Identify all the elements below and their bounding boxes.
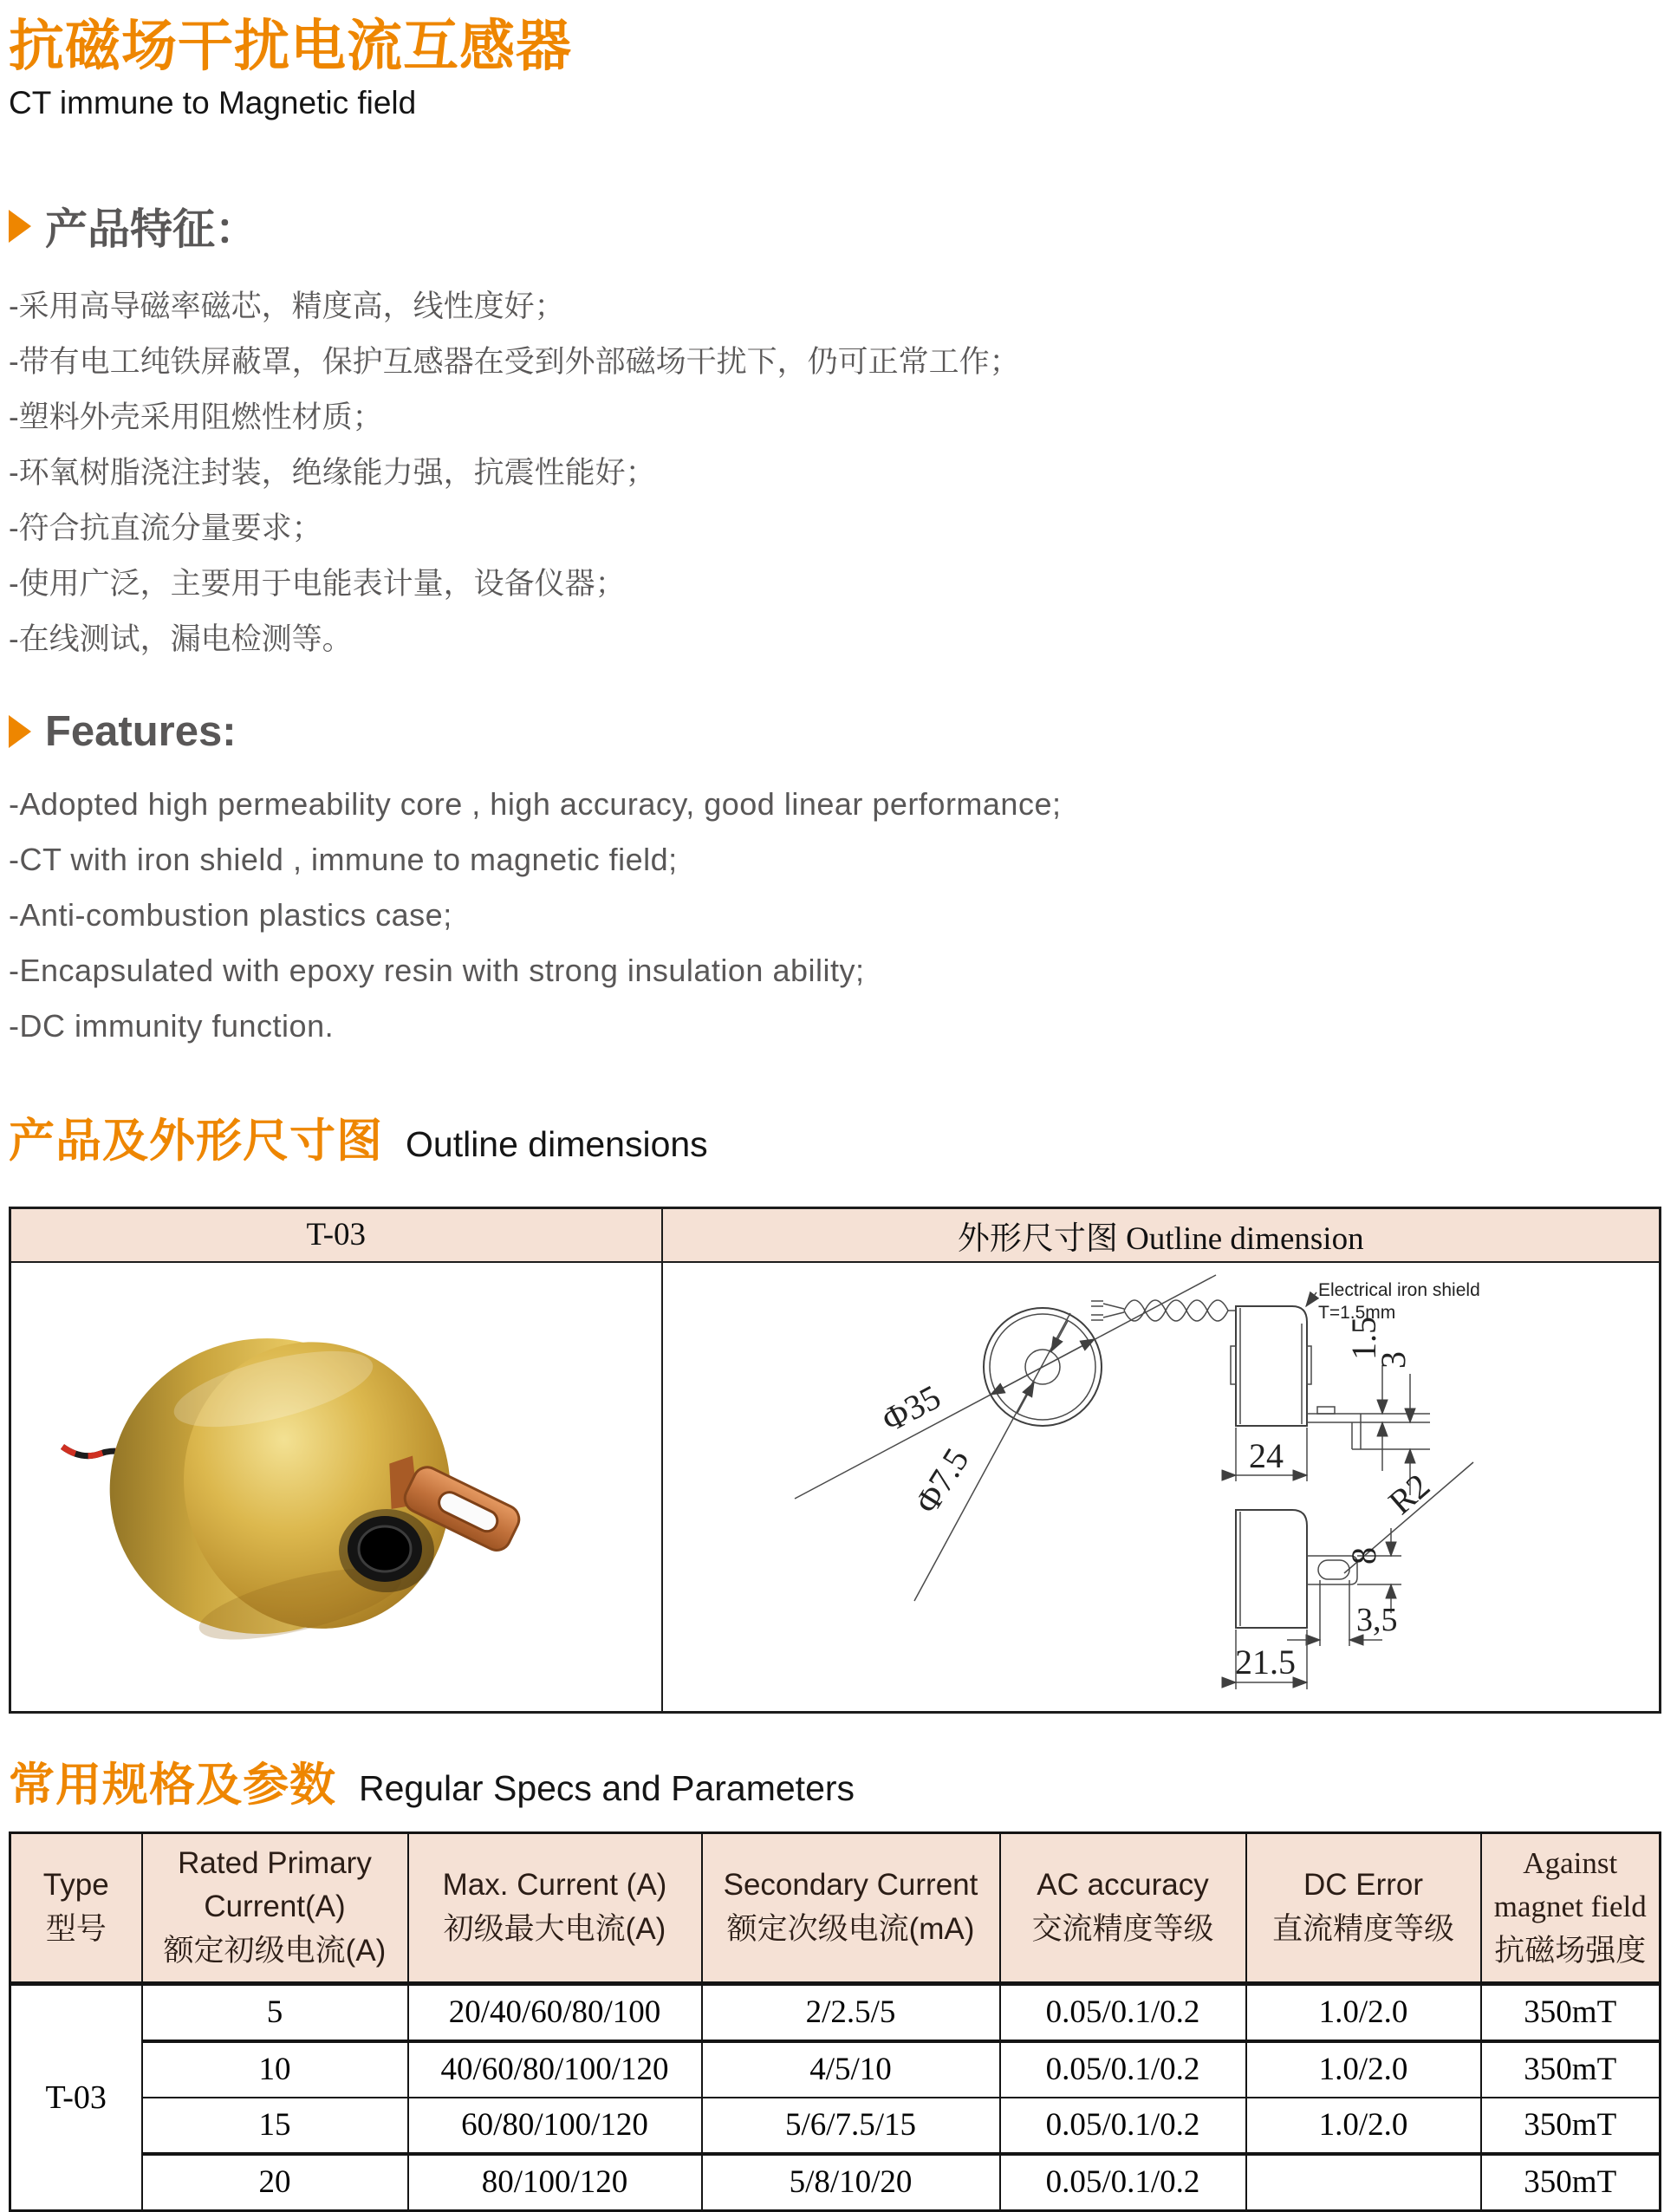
cell-ac-accuracy: 0.05/0.1/0.2	[1000, 2154, 1246, 2211]
dim-inner-diameter: Φ7.5	[907, 1441, 977, 1520]
list-item: -Anti-combustion plastics case;	[9, 896, 452, 933]
header-against-magnet-field: Against magnet field 抗磁场强度	[1481, 1832, 1661, 1983]
specs-header-row	[10, 1832, 1661, 1983]
dim-21-5: 21.5	[1235, 1642, 1297, 1682]
type-value: T-03	[10, 1983, 142, 2210]
cell-ac-accuracy: 0.05/0.1/0.2	[1000, 2041, 1246, 2098]
header-type: Type 型号	[10, 1832, 142, 1983]
product-photo-cell	[10, 1262, 662, 1713]
dim-3: 3	[1374, 1350, 1414, 1369]
feature-list-en	[9, 777, 1657, 1054]
header-max-current: Max. Current (A) 初级最大电流(A)	[408, 1832, 702, 1983]
header-dc-error: DC Error 直流精度等级	[1246, 1832, 1481, 1983]
section-heading: 产品特征：	[45, 205, 258, 253]
spec-row	[10, 2098, 1661, 2154]
side-view-bottom	[1235, 1462, 1473, 1689]
cell-ac-accuracy: 0.05/0.1/0.2	[1000, 2098, 1246, 2154]
cell-dc-error: 1.0/2.0	[1246, 2041, 1481, 2098]
section-features-en	[9, 707, 1657, 756]
product-photo	[12, 1263, 660, 1707]
spec-row	[10, 2041, 1661, 2098]
cell-against-field: 350mT	[1481, 1983, 1661, 2041]
list-item: -环氧树脂浇注封装，绝缘能力强，抗震性能好；	[9, 455, 656, 490]
outline-drawing-cell	[662, 1262, 1661, 1713]
list-item: -DC immunity function.	[9, 1007, 335, 1044]
list-item: -Adopted high permeability core , high accuracy, good linear performance;	[9, 785, 1062, 822]
list-item: -塑料外壳采用阻燃性材质；	[9, 400, 383, 434]
feature-list-cn	[9, 279, 1657, 667]
side-view-top	[1231, 1280, 1480, 1495]
outline-header-row	[10, 1207, 1661, 1262]
cell-secondary-current: 5/8/10/20	[702, 2154, 1000, 2211]
dim-1-5: 1.5	[1344, 1316, 1384, 1360]
section-heading-en: Regular Specs and Parameters	[359, 1767, 855, 1808]
cell-dc-error: 1.0/2.0	[1246, 1983, 1481, 2041]
triangle-bullet-icon	[9, 715, 31, 748]
cell-against-field: 350mT	[1481, 2041, 1661, 2098]
header-secondary-current: Secondary Current 额定次级电流(mA)	[702, 1832, 1000, 1983]
list-item: -CT with iron shield , immune to magnetic field;	[9, 841, 678, 877]
cell-rated-primary: 5	[142, 1983, 408, 2041]
list-item: -使用广泛，主要用于电能表计量，设备仪器；	[9, 566, 626, 601]
section-heading-en: Outline dimensions	[406, 1123, 708, 1164]
shield-note-line2: T=1.5mm	[1318, 1302, 1396, 1323]
spec-row	[10, 2154, 1661, 2211]
center-hole	[339, 1509, 434, 1592]
cell-rated-primary: 10	[142, 2041, 408, 2098]
outline-body-row	[10, 1262, 1661, 1713]
cell-max-current: 60/80/100/120	[408, 2098, 702, 2154]
list-item: -带有电工纯铁屏蔽罩，保护互感器在受到外部磁场干扰下，仍可正常工作；	[9, 344, 1020, 379]
cell-dc-error: 1.0/2.0	[1246, 2098, 1481, 2154]
cell-max-current: 20/40/60/80/100	[408, 1983, 702, 2041]
cell-max-current: 80/100/120	[408, 2154, 702, 2211]
dim-8: 8	[1344, 1546, 1384, 1565]
cell-secondary-current: 2/2.5/5	[702, 1983, 1000, 2041]
cell-dc-error	[1246, 2154, 1481, 2211]
page-subtitle: CT immune to Magnetic field	[9, 84, 417, 120]
list-item: -采用高导磁率磁芯，精度高，线性度好；	[9, 289, 565, 323]
cell-secondary-current: 4/5/10	[702, 2041, 1000, 2098]
page-title: 抗磁场干扰电流互感器	[9, 15, 572, 77]
triangle-bullet-icon	[9, 210, 31, 243]
section-heading-cn: 产品及外形尺寸图	[9, 1115, 383, 1167]
list-item: -在线测试，漏电检测等。	[9, 621, 353, 656]
cell-rated-primary: 15	[142, 2098, 408, 2154]
cell-rated-primary: 20	[142, 2154, 408, 2211]
spec-row	[10, 1983, 1661, 2041]
outline-table	[9, 1207, 1661, 1714]
section-outline-dimensions	[9, 1104, 1657, 1170]
cell-max-current: 40/60/80/100/120	[408, 2041, 702, 2098]
header-rated-primary-current: Rated Primary Current(A) 额定初级电流(A)	[142, 1832, 408, 1983]
cell-secondary-current: 5/6/7.5/15	[702, 2098, 1000, 2154]
specs-table	[9, 1831, 1661, 2212]
list-item: -符合抗直流分量要求；	[9, 511, 322, 545]
shield-note-line1: Electrical iron shield	[1318, 1279, 1480, 1300]
dim-outer-diameter: Φ35	[875, 1376, 947, 1440]
list-item: -Encapsulated with epoxy resin with strong insulation ability;	[9, 952, 865, 988]
cell-against-field: 350mT	[1481, 2098, 1661, 2154]
dim-24: 24	[1249, 1435, 1284, 1475]
header-ac-accuracy: AC accuracy 交流精度等级	[1000, 1832, 1246, 1983]
section-heading: Features:	[45, 707, 237, 755]
outline-drawing	[663, 1263, 1658, 1707]
front-view	[795, 1275, 1216, 1601]
dim-r2: R2	[1381, 1465, 1438, 1522]
dim-3-5: 3,5	[1356, 1601, 1398, 1638]
cell-ac-accuracy: 0.05/0.1/0.2	[1000, 1983, 1246, 2041]
outline-type-header: T-03	[10, 1207, 662, 1262]
section-product-features	[9, 196, 1657, 257]
cell-against-field: 350mT	[1481, 2154, 1661, 2211]
section-heading-cn: 常用规格及参数	[9, 1759, 336, 1811]
section-regular-specs	[9, 1748, 1657, 1814]
outline-dimension-header: 外形尺寸图 Outline dimension	[662, 1207, 1661, 1262]
